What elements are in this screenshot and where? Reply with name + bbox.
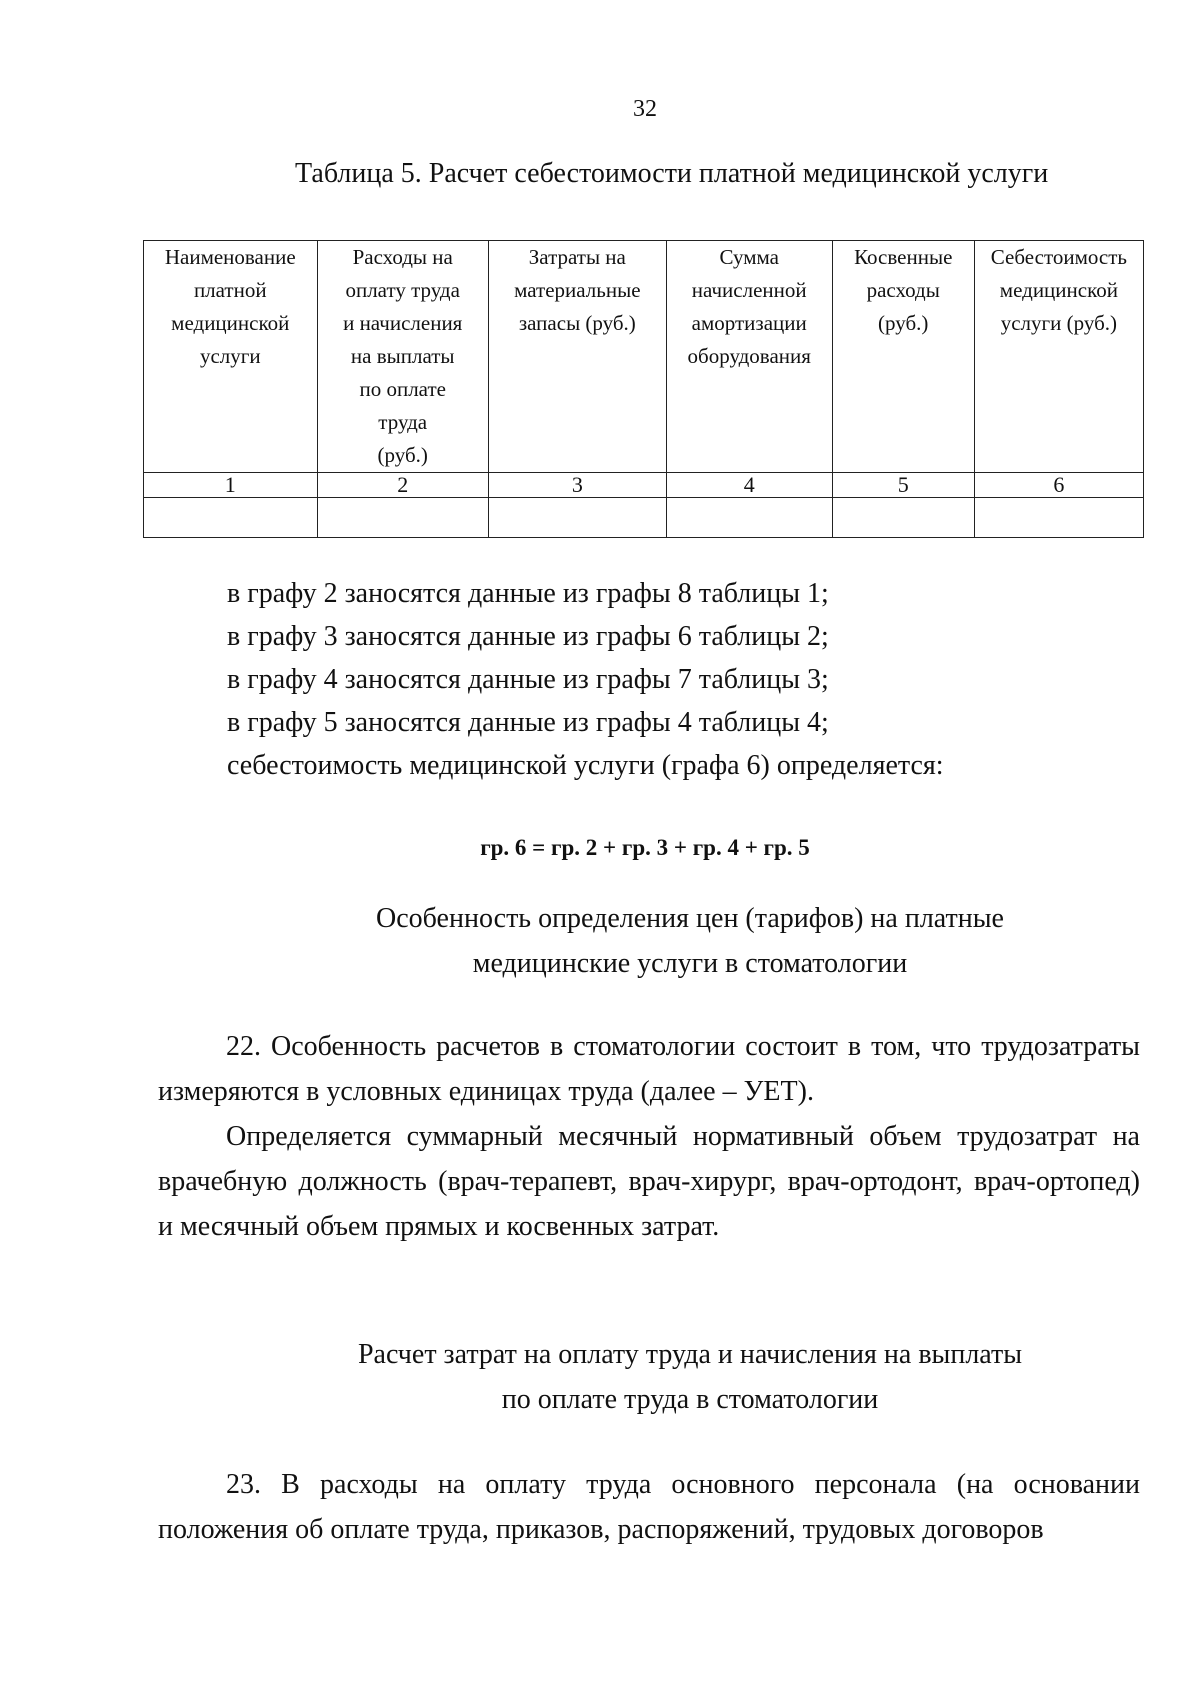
table-cell [144,498,318,538]
instruction-line: в графу 4 заносятся данные из графы 7 таблицы 3; [227,664,829,695]
instructions-list [227,572,944,787]
table-cell [974,498,1143,538]
table-cell [317,498,488,538]
heading-line: медицинские услуги в стоматологии [472,948,908,979]
page-number: 32 [633,96,657,122]
header-material-costs: Затраты на материальные запасы (руб.) [488,241,666,473]
header-indirect-costs: Косвенные расходы (руб.) [832,241,974,473]
instruction-line: себестоимость медицинской услуги (графа 6) определяется: [227,750,944,781]
section-heading-labor-costs [0,1332,1200,1422]
section-heading-dentistry-pricing [0,896,1200,986]
header-depreciation: Сумма начисленной амортизации оборудования [666,241,832,473]
paragraph-23: 23. В расходы на оплату труда основного персонала (на основании положения об оплате труда, приказов, распоряжений, трудовых договоров [158,1469,1140,1545]
column-number: 4 [666,473,832,498]
header-cost-price: Себестоимость медицинской услуги (руб.) [974,241,1143,473]
heading-line: по оплате труда в стоматологии [501,1384,879,1415]
column-number: 1 [144,473,318,498]
header-service-name: Наименование платной медицинской услуги [144,241,318,473]
empty-data-row [144,498,1144,538]
paragraph-determined: Определяется суммарный месячный нормативный объем трудозатрат на врачебную должность (врач-терапевт, врач-хирург, врач-ортодонт, врач-ортопед) и месячный объем прямых и косвенных затрат. [158,1121,1140,1242]
header-labor-costs: Расходы на оплату труда и начисления на выплаты по оплате труда (руб.) [317,241,488,473]
instruction-line: в графу 5 заносятся данные из графы 4 таблицы 4; [227,707,829,738]
instruction-line: в графу 3 заносятся данные из графы 6 таблицы 2; [227,621,829,652]
table-cell [832,498,974,538]
column-number: 6 [974,473,1143,498]
column-number-row [144,473,1144,498]
instruction-line: в графу 2 заносятся данные из графы 8 таблицы 1; [227,578,829,609]
table-caption: Таблица 5. Расчет себестоимости платной медицинской услуги [295,158,1049,189]
heading-line: Расчет затрат на оплату труда и начисления на выплаты [357,1339,1023,1370]
column-number: 3 [488,473,666,498]
paragraph-22: 22. Особенность расчетов в стоматологии состоит в том, что трудозатраты измеряются в условных единицах труда (далее – УЕТ). [158,1031,1140,1107]
column-number: 2 [317,473,488,498]
formula: гр. 6 = гр. 2 + гр. 3 + гр. 4 + гр. 5 [480,835,810,860]
table-cell [666,498,832,538]
cost-table [143,240,1144,538]
heading-line: Особенность определения цен (тарифов) на платные [376,903,1004,934]
column-number: 5 [832,473,974,498]
table-cell [488,498,666,538]
